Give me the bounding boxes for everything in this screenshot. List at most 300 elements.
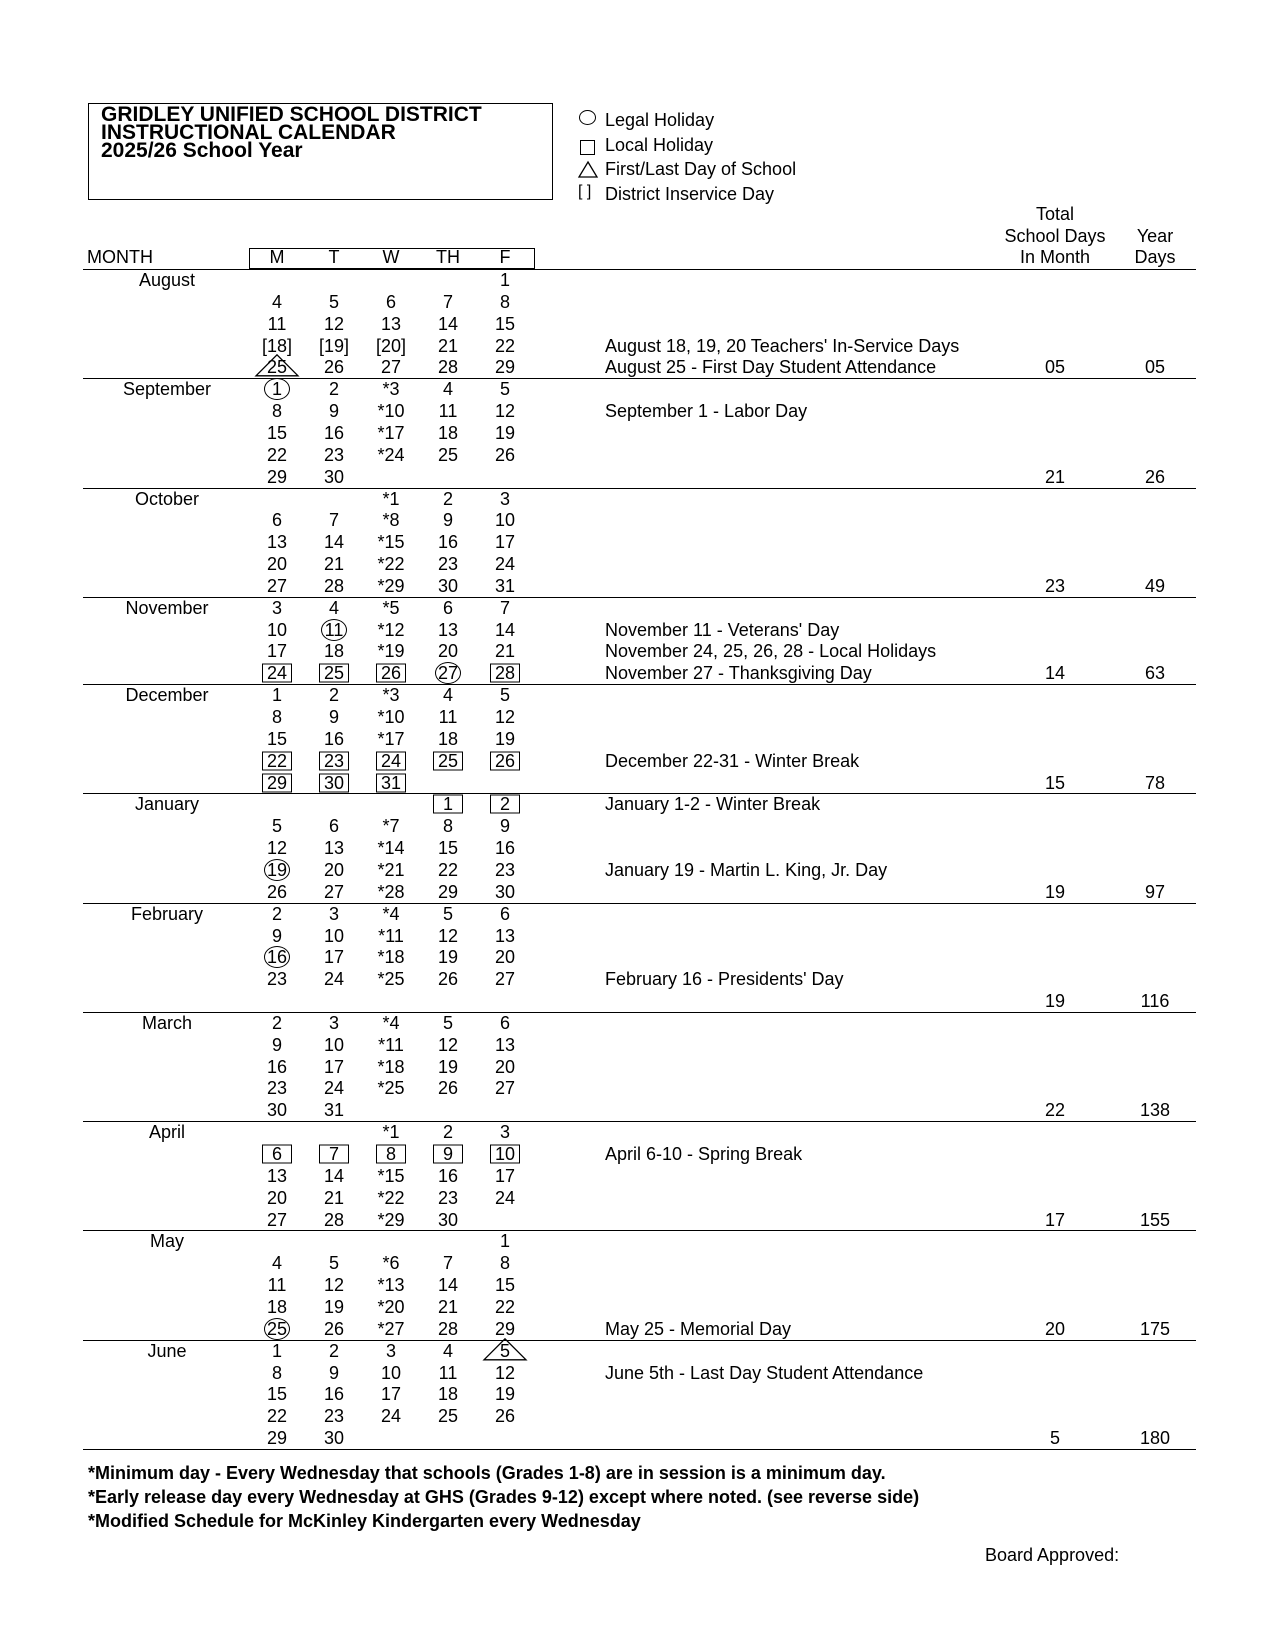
calendar-day — [252, 356, 302, 378]
day-number: 23 — [323, 1406, 345, 1427]
calendar-day — [423, 291, 473, 313]
day-number: 28 — [494, 663, 516, 684]
calendar-day — [366, 1121, 416, 1143]
month-total-days: 15 — [1044, 772, 1066, 793]
calendar-note: August 25 - First Day Student Attendance — [605, 357, 937, 378]
day-number: 23 — [266, 1078, 288, 1099]
calendar-day — [309, 531, 359, 553]
day-number: 17 — [323, 947, 345, 968]
day-number: 16 — [323, 728, 345, 749]
calendar-day — [366, 422, 416, 444]
calendar-day — [366, 1012, 416, 1034]
calendar-day — [366, 1252, 416, 1274]
calendar-day — [252, 1209, 302, 1231]
calendar-day — [480, 291, 530, 313]
day-number: 26 — [494, 444, 516, 465]
calendar-day — [309, 335, 359, 357]
month-name: November — [125, 597, 209, 618]
calendar-day — [366, 400, 416, 422]
day-number: 7 — [328, 510, 339, 531]
calendar-day — [309, 1209, 359, 1231]
calendar-day — [309, 662, 359, 684]
footnote-early-release: *Early release day every Wednesday at GHS (Grades 9-12) except where noted. (see reverse side) — [88, 1487, 920, 1507]
calendar-day — [366, 335, 416, 357]
day-number: 4 — [442, 685, 453, 706]
day-number: 1 — [499, 1231, 510, 1252]
calendar-day — [480, 968, 530, 990]
calendar-day — [480, 1362, 530, 1384]
calendar-day — [366, 378, 416, 400]
day-number: 19 — [266, 859, 288, 880]
calendar-day — [366, 1187, 416, 1209]
day-number: 6 — [328, 816, 339, 837]
day-number: 23 — [437, 554, 459, 575]
calendar-day — [309, 553, 359, 575]
day-number: 8 — [385, 1144, 396, 1164]
day-number: 16 — [323, 422, 345, 443]
day-number: 19 — [494, 1384, 516, 1405]
calendar-day — [252, 946, 302, 968]
day-number: 26 — [494, 1406, 516, 1427]
calendar-day — [480, 925, 530, 947]
day-number: 21 — [437, 335, 459, 356]
day-number: 18 — [437, 422, 459, 443]
school-year: 2025/26 School Year — [101, 139, 303, 162]
calendar-day — [423, 1143, 473, 1165]
calendar-day — [252, 640, 302, 662]
calendar-day — [423, 793, 473, 815]
calendar-day — [423, 903, 473, 925]
calendar-day — [366, 728, 416, 750]
calendar-day — [309, 968, 359, 990]
day-number: 11 — [324, 619, 344, 640]
calendar-day — [252, 903, 302, 925]
day-number: 9 — [328, 707, 339, 727]
day-number: *29 — [377, 575, 405, 596]
calendar-day — [252, 1362, 302, 1384]
calendar-note: November 27 - Thanksgiving Day — [605, 663, 872, 684]
calendar-day — [252, 1187, 302, 1209]
calendar-day — [423, 1274, 473, 1296]
calendar-day — [423, 422, 473, 444]
day-number: 8 — [499, 291, 510, 312]
calendar-day — [309, 859, 359, 881]
total-header-line1: Total — [1035, 204, 1075, 224]
day-number: 22 — [437, 859, 459, 880]
month-total-days: 17 — [1044, 1209, 1066, 1230]
month-total-days: 21 — [1044, 466, 1066, 487]
calendar-day — [252, 1012, 302, 1034]
calendar-day — [366, 925, 416, 947]
day-number: 6 — [499, 903, 510, 924]
calendar-day — [423, 488, 473, 510]
calendar-day — [309, 466, 359, 488]
calendar-day — [423, 1121, 473, 1143]
day-number: 7 — [499, 597, 510, 618]
day-number: 5 — [499, 379, 510, 400]
day-number: *11 — [378, 1034, 404, 1055]
day-number: 12 — [437, 925, 459, 946]
calendar-day — [480, 684, 530, 706]
day-number: 25 — [437, 750, 459, 771]
month-name: March — [141, 1012, 192, 1033]
day-number: *11 — [378, 925, 404, 946]
day-number: 23 — [437, 1187, 459, 1208]
calendar-day — [480, 903, 530, 925]
calendar-day — [309, 1056, 359, 1078]
day-number: 1 — [271, 1340, 282, 1361]
weekday-header-m: M — [269, 247, 285, 267]
calendar-day — [309, 706, 359, 728]
day-number: *10 — [377, 401, 405, 422]
calendar-day — [366, 1077, 416, 1099]
calendar-day — [366, 597, 416, 619]
calendar-day — [480, 640, 530, 662]
calendar-day — [423, 640, 473, 662]
day-number: 9 — [442, 1144, 453, 1164]
day-number: *18 — [377, 947, 405, 968]
day-number: 21 — [323, 1187, 345, 1208]
calendar-day — [423, 684, 473, 706]
day-number: 11 — [438, 1362, 458, 1383]
calendar-day — [309, 1383, 359, 1405]
day-number: 2 — [328, 1340, 339, 1361]
day-number: *14 — [377, 838, 405, 859]
calendar-day — [423, 509, 473, 531]
calendar-day — [252, 597, 302, 619]
day-number: 8 — [271, 707, 282, 727]
year-header-line2: Days — [1134, 247, 1176, 267]
calendar-day — [252, 1143, 302, 1165]
calendar-day — [366, 1318, 416, 1340]
calendar-day — [480, 1405, 530, 1427]
calendar-day — [252, 1252, 302, 1274]
day-number: 14 — [437, 313, 459, 334]
day-number: 7 — [442, 1253, 453, 1274]
calendar-day — [252, 1056, 302, 1078]
day-number: 16 — [437, 532, 459, 553]
weekday-header-th: TH — [436, 247, 460, 267]
calendar-day — [423, 1318, 473, 1340]
calendar-day — [252, 750, 302, 772]
calendar-day — [252, 1034, 302, 1056]
day-number: *17 — [377, 422, 405, 443]
day-number: 18 — [266, 1296, 288, 1317]
day-number: 4 — [442, 379, 453, 400]
day-number: 7 — [328, 1144, 339, 1164]
calendar-day — [309, 728, 359, 750]
calendar-day — [252, 531, 302, 553]
day-number: 13 — [494, 1034, 516, 1055]
day-number: 28 — [323, 575, 345, 596]
day-number: 28 — [323, 1209, 345, 1230]
day-number: *28 — [377, 881, 405, 902]
day-number: 27 — [494, 1078, 516, 1099]
day-number: 2 — [271, 903, 282, 924]
day-number: 27 — [437, 663, 459, 684]
day-number: 16 — [494, 838, 516, 859]
day-number: 12 — [494, 707, 516, 727]
calendar-day — [252, 400, 302, 422]
calendar-day — [423, 706, 473, 728]
calendar-day — [309, 619, 359, 641]
calendar-day — [423, 1340, 473, 1362]
day-number: 5 — [442, 1012, 453, 1033]
day-number: 19 — [437, 947, 459, 968]
calendar-day — [309, 1340, 359, 1362]
day-number: *21 — [377, 859, 405, 880]
calendar-day — [252, 1340, 302, 1362]
day-number: 17 — [494, 532, 516, 553]
weekday-header-t: T — [328, 247, 340, 267]
month-total-days: 23 — [1044, 575, 1066, 596]
month-name: April — [148, 1122, 185, 1143]
calendar-day — [252, 1318, 302, 1340]
calendar-day — [423, 1056, 473, 1078]
calendar-note: January 1-2 - Winter Break — [605, 794, 821, 815]
calendar-day — [366, 1383, 416, 1405]
calendar-day — [252, 422, 302, 444]
day-number: 18 — [437, 728, 459, 749]
calendar-day — [480, 575, 530, 597]
day-number: *20 — [377, 1296, 405, 1317]
calendar-day — [480, 378, 530, 400]
calendar-day — [423, 859, 473, 881]
day-number: 30 — [437, 1209, 459, 1230]
weekday-header-f: F — [499, 247, 511, 267]
calendar-day — [480, 531, 530, 553]
calendar-note: January 19 - Martin L. King, Jr. Day — [605, 859, 888, 880]
calendar-day — [366, 815, 416, 837]
year-cumulative-days: 63 — [1144, 663, 1166, 684]
calendar-day — [480, 662, 530, 684]
day-number: 10 — [323, 925, 345, 946]
calendar-day — [423, 444, 473, 466]
day-number: 26 — [437, 1078, 459, 1099]
calendar-day — [309, 1143, 359, 1165]
day-number: *1 — [382, 1122, 400, 1143]
day-number: 31 — [323, 1100, 345, 1121]
month-name: February — [130, 903, 204, 924]
calendar-day — [309, 772, 359, 794]
day-number: 9 — [328, 401, 339, 422]
day-number: 9 — [271, 1034, 282, 1055]
calendar-day — [480, 553, 530, 575]
day-number: 1 — [271, 685, 282, 706]
day-number: *12 — [377, 619, 405, 640]
day-number: *24 — [377, 444, 405, 465]
calendar-day — [480, 313, 530, 335]
day-number: 13 — [266, 1165, 288, 1186]
day-number: 9 — [499, 816, 510, 837]
calendar-day — [480, 946, 530, 968]
day-number: [20] — [375, 335, 407, 356]
calendar-note: May 25 - Memorial Day — [605, 1318, 792, 1339]
day-number: 17 — [266, 641, 288, 662]
day-number: 11 — [267, 1275, 287, 1296]
day-number: 27 — [323, 881, 345, 902]
day-number: 25 — [266, 357, 288, 378]
year-cumulative-days: 116 — [1140, 991, 1170, 1012]
day-number: 22 — [494, 1296, 516, 1317]
calendar-day — [366, 1209, 416, 1231]
calendar-day — [480, 422, 530, 444]
day-number: 17 — [380, 1384, 402, 1405]
day-number: *4 — [382, 903, 400, 924]
day-number: *7 — [382, 816, 400, 837]
day-number: 5 — [271, 816, 282, 837]
day-number: *27 — [377, 1318, 405, 1339]
calendar-day — [366, 553, 416, 575]
calendar-day — [423, 1165, 473, 1187]
day-number: 14 — [323, 532, 345, 553]
day-number: 26 — [266, 881, 288, 902]
calendar-day — [252, 706, 302, 728]
month-total-days: 22 — [1044, 1100, 1066, 1121]
calendar-day — [309, 1012, 359, 1034]
day-number: 2 — [499, 794, 510, 815]
day-number: 15 — [437, 838, 459, 859]
calendar-day — [480, 335, 530, 357]
calendar-day — [423, 728, 473, 750]
calendar-day — [480, 597, 530, 619]
calendar-day — [480, 1012, 530, 1034]
calendar-day — [480, 1230, 530, 1252]
day-number: 26 — [380, 663, 402, 684]
year-cumulative-days: 175 — [1139, 1318, 1171, 1339]
day-number: 29 — [494, 357, 516, 378]
calendar-day — [423, 400, 473, 422]
calendar-day — [309, 946, 359, 968]
calendar-day — [480, 750, 530, 772]
month-name: September — [122, 379, 212, 400]
calendar-note: June 5th - Last Day Student Attendance — [605, 1362, 924, 1383]
day-number: 30 — [437, 575, 459, 596]
day-number: 2 — [271, 1012, 282, 1033]
day-number: 13 — [437, 619, 459, 640]
calendar-day — [309, 750, 359, 772]
calendar-note: August 18, 19, 20 Teachers' In-Service Days — [605, 335, 960, 356]
day-number: 15 — [266, 728, 288, 749]
day-number: 20 — [494, 1056, 516, 1077]
day-number: 25 — [437, 1406, 459, 1427]
calendar-day — [252, 772, 302, 794]
calendar-note: November 24, 25, 26, 28 - Local Holidays — [605, 641, 937, 662]
day-number: 12 — [266, 838, 288, 859]
day-number: *1 — [382, 488, 400, 509]
calendar-day — [252, 925, 302, 947]
day-number: [19] — [318, 335, 350, 356]
day-number: 7 — [442, 291, 453, 312]
day-number: 4 — [442, 1340, 453, 1361]
day-number: 3 — [385, 1340, 396, 1361]
day-number: 13 — [380, 313, 402, 334]
day-number: 15 — [494, 313, 516, 334]
day-number: 18 — [323, 641, 345, 662]
day-number: 24 — [266, 663, 288, 684]
day-number: 30 — [494, 881, 516, 902]
calendar-day — [423, 1187, 473, 1209]
calendar-day — [423, 378, 473, 400]
day-number: *3 — [382, 685, 400, 706]
calendar-day — [366, 356, 416, 378]
square-icon — [577, 133, 599, 157]
day-number: *22 — [377, 554, 405, 575]
day-number: *19 — [377, 641, 405, 662]
calendar-day — [309, 1034, 359, 1056]
calendar-day — [423, 531, 473, 553]
calendar-day — [366, 488, 416, 510]
day-number: *25 — [377, 1078, 405, 1099]
day-number: 19 — [494, 422, 516, 443]
day-number: 25 — [437, 444, 459, 465]
calendar-day — [480, 881, 530, 903]
total-header-line3: In Month — [1019, 247, 1091, 267]
day-number: 24 — [323, 1078, 345, 1099]
day-number: 29 — [494, 1318, 516, 1339]
day-number: 24 — [323, 969, 345, 990]
day-number: 2 — [328, 685, 339, 706]
day-number: 4 — [328, 597, 339, 618]
calendar-day — [309, 925, 359, 947]
day-number: 10 — [266, 619, 288, 640]
day-number: 3 — [328, 1012, 339, 1033]
calendar-day — [366, 662, 416, 684]
legend-label: First/Last Day of School — [605, 159, 797, 179]
day-number: 9 — [271, 925, 282, 946]
calendar-day — [252, 859, 302, 881]
month-name: January — [134, 794, 200, 815]
calendar-day — [309, 1077, 359, 1099]
calendar-day — [423, 1362, 473, 1384]
calendar-day — [423, 575, 473, 597]
day-number: 28 — [437, 1318, 459, 1339]
calendar-day — [480, 859, 530, 881]
day-number: 13 — [494, 925, 516, 946]
day-number: 21 — [323, 554, 345, 575]
calendar-day — [480, 728, 530, 750]
calendar-day — [366, 1143, 416, 1165]
calendar-day — [252, 575, 302, 597]
calendar-day — [366, 881, 416, 903]
month-total-days: 5 — [1049, 1428, 1060, 1449]
day-number: 4 — [271, 291, 282, 312]
footnote-minimum-day: *Minimum day - Every Wednesday that schools (Grades 1-8) are in session is a minimum day. — [88, 1463, 886, 1483]
day-number: 20 — [323, 859, 345, 880]
day-number: 30 — [323, 1428, 345, 1449]
calendar-day — [423, 750, 473, 772]
calendar-note: December 22-31 - Winter Break — [605, 750, 860, 771]
calendar-day — [309, 684, 359, 706]
day-number: 3 — [499, 488, 510, 509]
day-number: 26 — [323, 357, 345, 378]
day-number: *10 — [377, 707, 405, 727]
calendar-day — [366, 1340, 416, 1362]
day-number: 23 — [323, 750, 345, 771]
day-number: 12 — [323, 1275, 345, 1296]
calendar-day — [423, 662, 473, 684]
calendar-day — [366, 1056, 416, 1078]
calendar-day — [366, 1405, 416, 1427]
calendar-day — [309, 881, 359, 903]
legend-label: Local Holiday — [605, 134, 714, 155]
day-number: *25 — [377, 969, 405, 990]
day-number: 29 — [437, 881, 459, 902]
year-cumulative-days: 05 — [1144, 357, 1166, 378]
calendar-day — [252, 684, 302, 706]
day-number: 16 — [266, 1056, 288, 1077]
month-total-days: 19 — [1044, 881, 1066, 902]
